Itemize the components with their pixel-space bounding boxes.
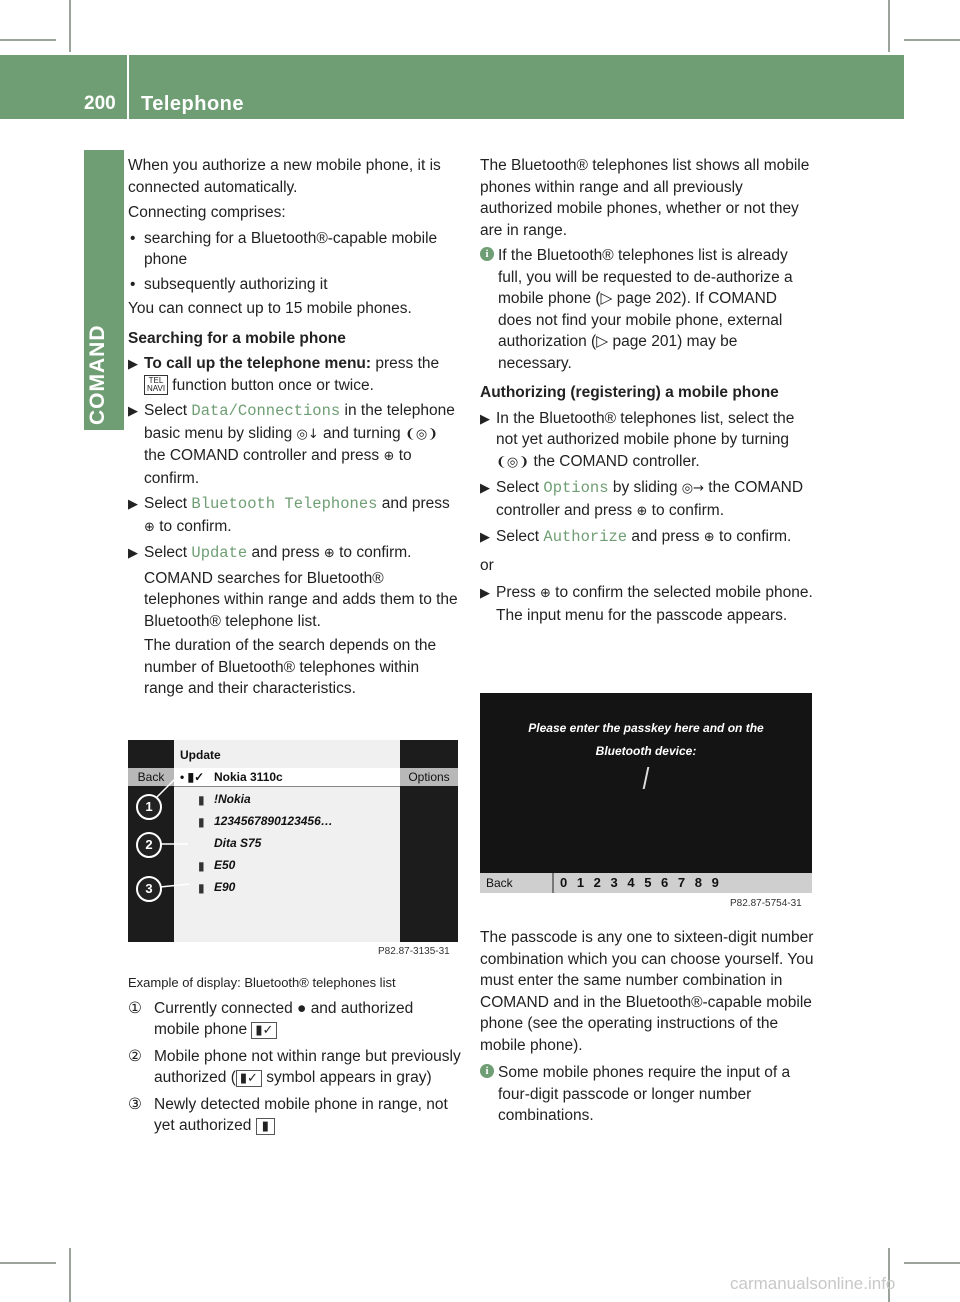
crop-mark: [69, 0, 71, 52]
right-column-bottom: [480, 927, 814, 1133]
passkey-prompt: Bluetooth device:: [595, 744, 697, 758]
watermark: carmanualsonline.info: [730, 1274, 896, 1293]
controller-turn-icon: ❨◎❩: [496, 454, 530, 470]
passcode-screenshot: [480, 693, 812, 915]
digit-selector[interactable]: 0 1 2 3 4 5 6 7 8 9: [560, 875, 722, 890]
step-detail: The duration of the search depends on the number of Bluetooth® telephones within range and their characteristics.: [144, 637, 437, 697]
right-column: [480, 155, 814, 630]
crop-mark: [888, 0, 890, 52]
step-arrow-icon: ▶: [480, 529, 490, 544]
step-item: ▶ Select Options by sliding ◎→ the COMAND controller and press ⊕ to confirm.: [480, 479, 804, 519]
info-icon: i: [480, 247, 494, 261]
controller-press-icon: ⊕: [636, 503, 648, 519]
controller-slide-icon: ◎↓: [296, 426, 319, 442]
legend-item: ① Currently connected ● and authorized mobile phone ▮✓: [128, 999, 414, 1038]
step-detail: COMAND searches for Bluetooth® telephones within range and adds them to the Bluetooth® telephone list.: [144, 569, 458, 630]
step-item: ▶ Select Data/Connections in the telephone basic menu by sliding ◎↓ and turning ❨◎❩ the COMAND controller and press ⊕ to confirm.: [128, 402, 455, 487]
header-divider: [127, 55, 129, 119]
back-button[interactable]: Back: [486, 876, 513, 890]
divider: [552, 873, 554, 893]
figure-caption: Example of display: Bluetooth® telephones list: [128, 975, 396, 990]
step-item: ▶ Press ⊕ to confirm the selected mobile phone. The input menu for the passcode appears.: [480, 582, 814, 626]
crop-mark: [69, 1248, 71, 1302]
list-item[interactable]: 1234567890123456…: [214, 814, 333, 828]
step-arrow-icon: ▶: [480, 410, 490, 426]
controller-press-icon: ⊕: [383, 449, 395, 464]
figure-ref: P82.87-5754-31: [730, 898, 802, 909]
authorized-phone-icon: ▮✓: [236, 1070, 262, 1087]
page-number: 200: [84, 93, 116, 114]
callout-lines: [128, 740, 458, 962]
step-item: ▶ Select Bluetooth Telephones and press ⊕ to confirm.: [128, 495, 450, 535]
legend-item: ② Mobile phone not within range but previously authorized ( ▮✓ symbol appears in gray): [128, 1047, 461, 1086]
controller-press-icon: ⊕: [144, 519, 155, 535]
step-item: ▶ Select Update and press ⊕ to confirm. COMAND searches for Bluetooth® telephones within range and adds them to the Bluetooth® telephone list. The duration of the search depends on the number of Bluetooth® telephones within range and their characteristics.: [128, 542, 462, 700]
list-item[interactable]: E50: [214, 858, 236, 872]
controller-press-icon: ⊕: [539, 586, 551, 601]
callout-badge: 3: [136, 876, 162, 902]
list-item[interactable]: !Nokia: [214, 792, 251, 806]
step-item: ▶ Select Authorize and press ⊕ to confirm.: [480, 528, 792, 546]
figure-ref: P82.87-3135-31: [378, 946, 450, 957]
intro-paragraph: When you authorize a new mobile phone, it is connected automatically.: [128, 157, 441, 196]
paragraph: The Bluetooth® telephones list shows all mobile phones within range and all previously authorized mobile phones, whether or not they are in range.: [480, 157, 810, 239]
intro-paragraph: You can connect up to 15 mobile phones.: [128, 300, 412, 317]
step-arrow-icon: ▶: [128, 356, 138, 371]
section-tab-label: COMAND: [86, 324, 109, 425]
step-arrow-icon: ▶: [128, 545, 138, 560]
callout-badge: 2: [136, 832, 162, 858]
phone-icon: ▮: [198, 881, 205, 895]
crop-mark: [0, 39, 56, 41]
step-item: ▶ In the Bluetooth® telephones list, select the not yet authorized mobile phone by turning ❨◎❩ the COMAND controller.: [480, 409, 795, 470]
back-button[interactable]: Back: [128, 768, 174, 786]
section-heading: Authorizing (registering) a mobile phone: [480, 384, 779, 401]
passkey-prompt: Please enter the passkey here and on the: [528, 721, 764, 735]
controller-press-icon: ⊕: [323, 546, 335, 561]
paragraph: The passcode is any one to sixteen-digit number combination which you can choose yourself. You must enter the same number combination in COMAND and in the Bluetooth®-capable mobile phone (see the operating instructions of the mobile phone).: [480, 929, 814, 1054]
text-cursor: [643, 767, 650, 789]
info-icon: i: [480, 1064, 494, 1078]
step-detail: The input menu for the passcode appears.: [496, 606, 788, 624]
header-bar: [0, 55, 904, 119]
phone-icon: ▮: [198, 793, 205, 807]
info-note: i Some mobile phones require the input of a four-digit passcode or longer number combinations.: [480, 1062, 814, 1127]
crop-mark: [0, 1262, 56, 1264]
list-item[interactable]: Nokia 3110c: [214, 770, 283, 784]
controller-press-icon: ⊕: [703, 530, 715, 545]
controller-turn-icon: ❨◎❩: [404, 426, 439, 442]
bullet-item: • searching for a Bluetooth®-capable mobile phone: [130, 229, 438, 268]
phone-icon: ▮: [256, 1118, 275, 1135]
step-arrow-icon: ▶: [128, 496, 138, 511]
options-button[interactable]: Options: [400, 768, 458, 786]
step-arrow-icon: ▶: [128, 403, 138, 418]
telephones-list-screenshot: [128, 740, 458, 962]
controller-slide-icon: ◎→: [681, 481, 704, 496]
step-arrow-icon: ▶: [480, 585, 490, 600]
legend-item: ③ Newly detected mobile phone in range, not yet authorized ▮: [128, 1095, 448, 1134]
info-note: i If the Bluetooth® telephones list is already full, you will be requested to de-authorize a mobile phone (▷ page 202). If COMAND does not find your mobile phone, external authorization (▷ page 201) may be necessary.: [480, 245, 814, 374]
authorized-phone-icon: ▮✓: [251, 1022, 277, 1039]
list-item[interactable]: Dita S75: [214, 836, 262, 850]
step-item: ▶ To call up the telephone menu: press the TEL NAVI function button once or twice.: [128, 355, 440, 394]
callout-badge: 1: [136, 794, 162, 820]
phone-icon: ▮: [198, 815, 205, 829]
intro-paragraph: Connecting comprises:: [128, 204, 286, 221]
crop-mark: [904, 39, 960, 41]
bullet-item: • subsequently authorizing it: [130, 275, 328, 293]
page-title: Telephone: [141, 93, 245, 115]
list-item[interactable]: E90: [214, 880, 236, 894]
connected-dot-icon: • ▮✓: [180, 770, 205, 784]
crop-mark: [904, 1262, 960, 1264]
left-column: [128, 155, 462, 704]
section-heading: Searching for a mobile phone: [128, 329, 346, 347]
or-separator: or: [480, 556, 494, 574]
step-arrow-icon: ▶: [480, 480, 490, 495]
phone-icon: ▮: [198, 859, 205, 873]
screen-title: Update: [180, 748, 221, 762]
left-legend: [128, 972, 462, 1142]
tel-navi-key-icon: TEL NAVI: [144, 375, 168, 395]
